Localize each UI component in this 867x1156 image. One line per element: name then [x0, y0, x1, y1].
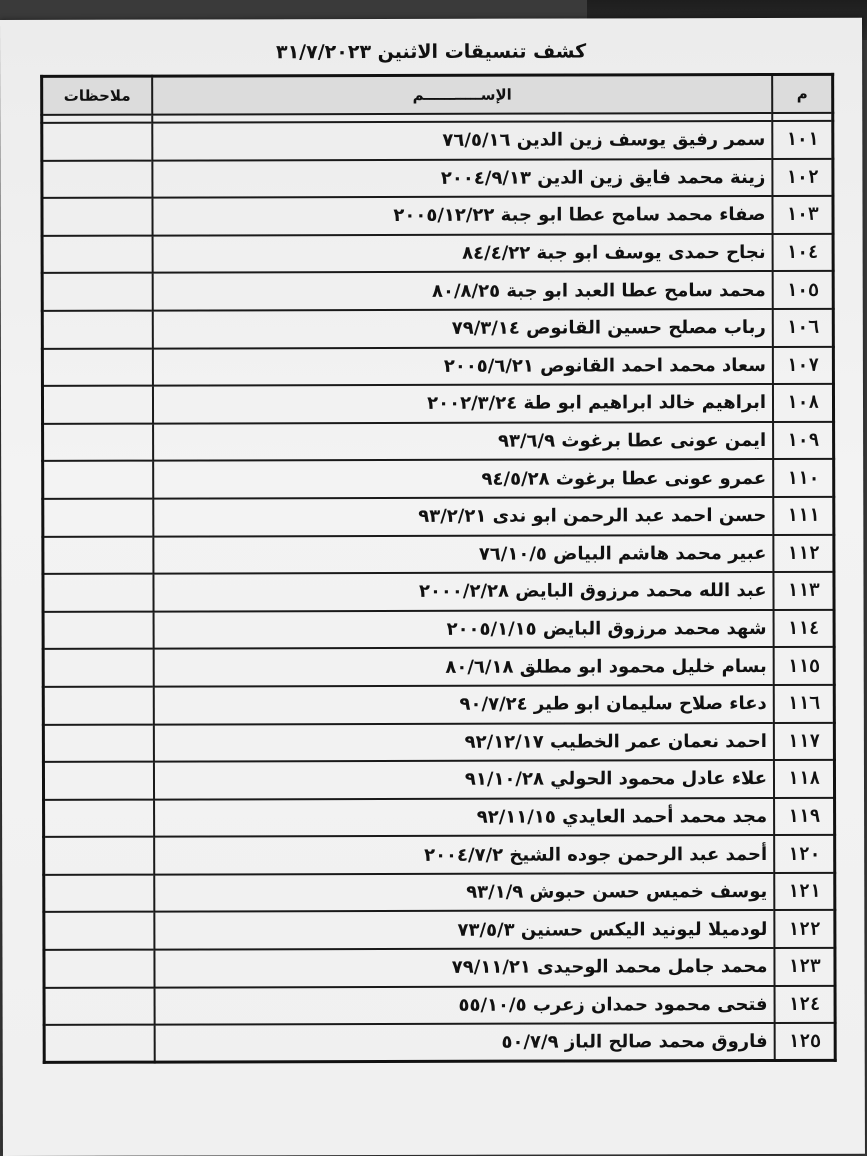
row-notes [44, 987, 155, 1025]
table-row [44, 910, 835, 950]
row-name: دعاء صلاح سليمان ابو طير ٩٠/٧/٢٤ [154, 685, 774, 724]
table-row [42, 309, 833, 349]
row-number: ١٠٩ [773, 422, 834, 460]
row-number: ١١٣ [773, 572, 834, 610]
table-row [43, 534, 834, 574]
table-row [44, 835, 835, 875]
row-number: ١٢٢ [774, 910, 835, 948]
table-row [42, 384, 833, 424]
table-body [42, 113, 835, 1063]
row-name: محمد سامح عطا العبد ابو جبة ٨٠/٨/٢٥ [153, 271, 773, 310]
row-name: لودميلا ليونيد اليكس حسنين ٧٣/٥/٣ [154, 910, 774, 949]
row-number: ١١٨ [774, 760, 835, 798]
row-number: ١٢١ [774, 873, 835, 911]
row-notes [44, 874, 155, 912]
table-row [43, 685, 834, 725]
row-notes [44, 837, 155, 875]
row-notes [44, 950, 155, 988]
row-name: زينة محمد فايق زين الدين ٢٠٠٤/٩/١٣ [152, 159, 772, 198]
row-notes [44, 912, 155, 950]
row-name: علاء عادل محمود الحولي ٩١/١٠/٢٨ [154, 760, 774, 799]
row-number: ١٢٠ [774, 835, 835, 873]
row-name: ايمن عونى عطا برغوث ٩٣/٦/٩ [153, 422, 773, 461]
table-row [44, 948, 835, 988]
table-row [42, 158, 833, 198]
row-notes [42, 386, 153, 424]
table-row [44, 798, 835, 838]
header-number: م [772, 74, 833, 113]
table-row [43, 610, 834, 650]
row-number: ١٠٨ [773, 384, 834, 422]
row-notes [44, 1025, 155, 1063]
row-number: ١٠٤ [773, 234, 834, 272]
row-number: ١٢٣ [774, 948, 835, 986]
row-name: عبير محمد هاشم البياض ٧٦/١٠/٥ [153, 535, 773, 574]
table-row [44, 1023, 835, 1063]
row-name: صفاء محمد سامح عطا ابو جبة ٢٠٠٥/١٢/٢٢ [152, 196, 772, 235]
table-row [42, 234, 833, 274]
row-name: فتحى محمود حمدان زعرب ٥٥/١٠/٥ [155, 986, 775, 1025]
row-number: ١١٤ [774, 610, 835, 648]
row-number: ١١٩ [774, 798, 835, 836]
table-row [42, 346, 833, 386]
row-name: محمد جامل محمد الوحيدى ٧٩/١١/٢١ [154, 948, 774, 987]
row-name: أحمد عبد الرحمن جوده الشيخ ٢٠٠٤/٧/٢ [154, 835, 774, 874]
row-notes [42, 160, 153, 198]
row-name: رباب مصلح حسين القانوص ٧٩/٣/١٤ [153, 309, 773, 348]
names-table [40, 73, 837, 1064]
row-number: ١١٦ [774, 685, 835, 723]
row-name: ابراهيم خالد ابراهيم ابو طة ٢٠٠٢/٣/٢٤ [153, 384, 773, 423]
header-name: الإســـــــــــم [152, 74, 772, 114]
row-notes [43, 687, 154, 725]
table-row [43, 760, 834, 800]
row-notes [44, 799, 155, 837]
row-name: شهد محمد مرزوق البايض ٢٠٠٥/١/١٥ [154, 610, 774, 649]
row-notes [43, 574, 154, 612]
row-number: ١٠١ [772, 121, 833, 159]
row-notes [42, 123, 153, 161]
row-number: ١١٧ [774, 722, 835, 760]
row-number: ١٠٢ [772, 158, 833, 196]
row-number: ١٠٣ [772, 196, 833, 234]
table-row [43, 647, 834, 687]
row-notes [43, 499, 154, 537]
row-notes [43, 423, 154, 461]
row-name: حسن احمد عبد الرحمن ابو ندى ٩٣/٢/٢١ [153, 497, 773, 536]
row-notes [43, 649, 154, 687]
table-row [43, 572, 834, 612]
table-header-row [42, 74, 833, 115]
table-row [43, 459, 834, 499]
row-name: يوسف خميس حسن حبوش ٩٣/١/٩ [154, 873, 774, 912]
row-notes [42, 198, 153, 236]
table-row [44, 985, 835, 1025]
header-notes: ملاحظات [42, 76, 153, 115]
row-notes [43, 461, 154, 499]
row-notes [42, 348, 153, 386]
row-name: نجاح حمدى يوسف ابو جبة ٨٤/٤/٢٢ [153, 234, 773, 273]
row-notes [42, 273, 153, 311]
table-row [43, 422, 834, 462]
paper-sheet [0, 18, 865, 1156]
row-number: ١٠٥ [773, 271, 834, 309]
row-name: سمر رفيق يوسف زين الدين ٧٦/٥/١٦ [152, 121, 772, 160]
row-name: مجد محمد أحمد العايدي ٩٢/١١/١٥ [154, 798, 774, 837]
row-number: ١٢٥ [775, 1023, 836, 1061]
row-notes [43, 536, 154, 574]
row-number: ١١١ [773, 497, 834, 535]
row-notes [43, 762, 154, 800]
table-row [42, 196, 833, 236]
row-name: سعاد محمد احمد القانوص ٢٠٠٥/٦/٢١ [153, 347, 773, 386]
row-number: ١١٠ [773, 459, 834, 497]
row-number: ١١٥ [774, 647, 835, 685]
row-notes [42, 311, 153, 349]
row-name: فاروق محمد صالح الباز ٥٠/٧/٩ [155, 1023, 775, 1062]
table-row [44, 873, 835, 913]
row-notes [43, 724, 154, 762]
table-row [43, 497, 834, 537]
row-name: بسام خليل محمود ابو مطلق ٨٠/٦/١٨ [154, 647, 774, 686]
row-notes [43, 611, 154, 649]
document-title: كشف تنسيقات الاثنين ٣١/٧/٢٠٢٣ [275, 40, 587, 64]
row-name: احمد نعمان عمر الخطيب ٩٢/١٢/١٧ [154, 722, 774, 761]
table-row [42, 271, 833, 311]
row-name: عبد الله محمد مرزوق البايض ٢٠٠٠/٢/٢٨ [153, 572, 773, 611]
row-notes [42, 235, 153, 273]
row-number: ١٢٤ [775, 985, 836, 1023]
row-number: ١١٢ [773, 534, 834, 572]
table-row [43, 722, 834, 762]
row-name: عمرو عونى عطا برغوث ٩٤/٥/٢٨ [153, 459, 773, 498]
table-row [42, 121, 833, 161]
row-number: ١٠٧ [773, 346, 834, 384]
row-number: ١٠٦ [773, 309, 834, 347]
